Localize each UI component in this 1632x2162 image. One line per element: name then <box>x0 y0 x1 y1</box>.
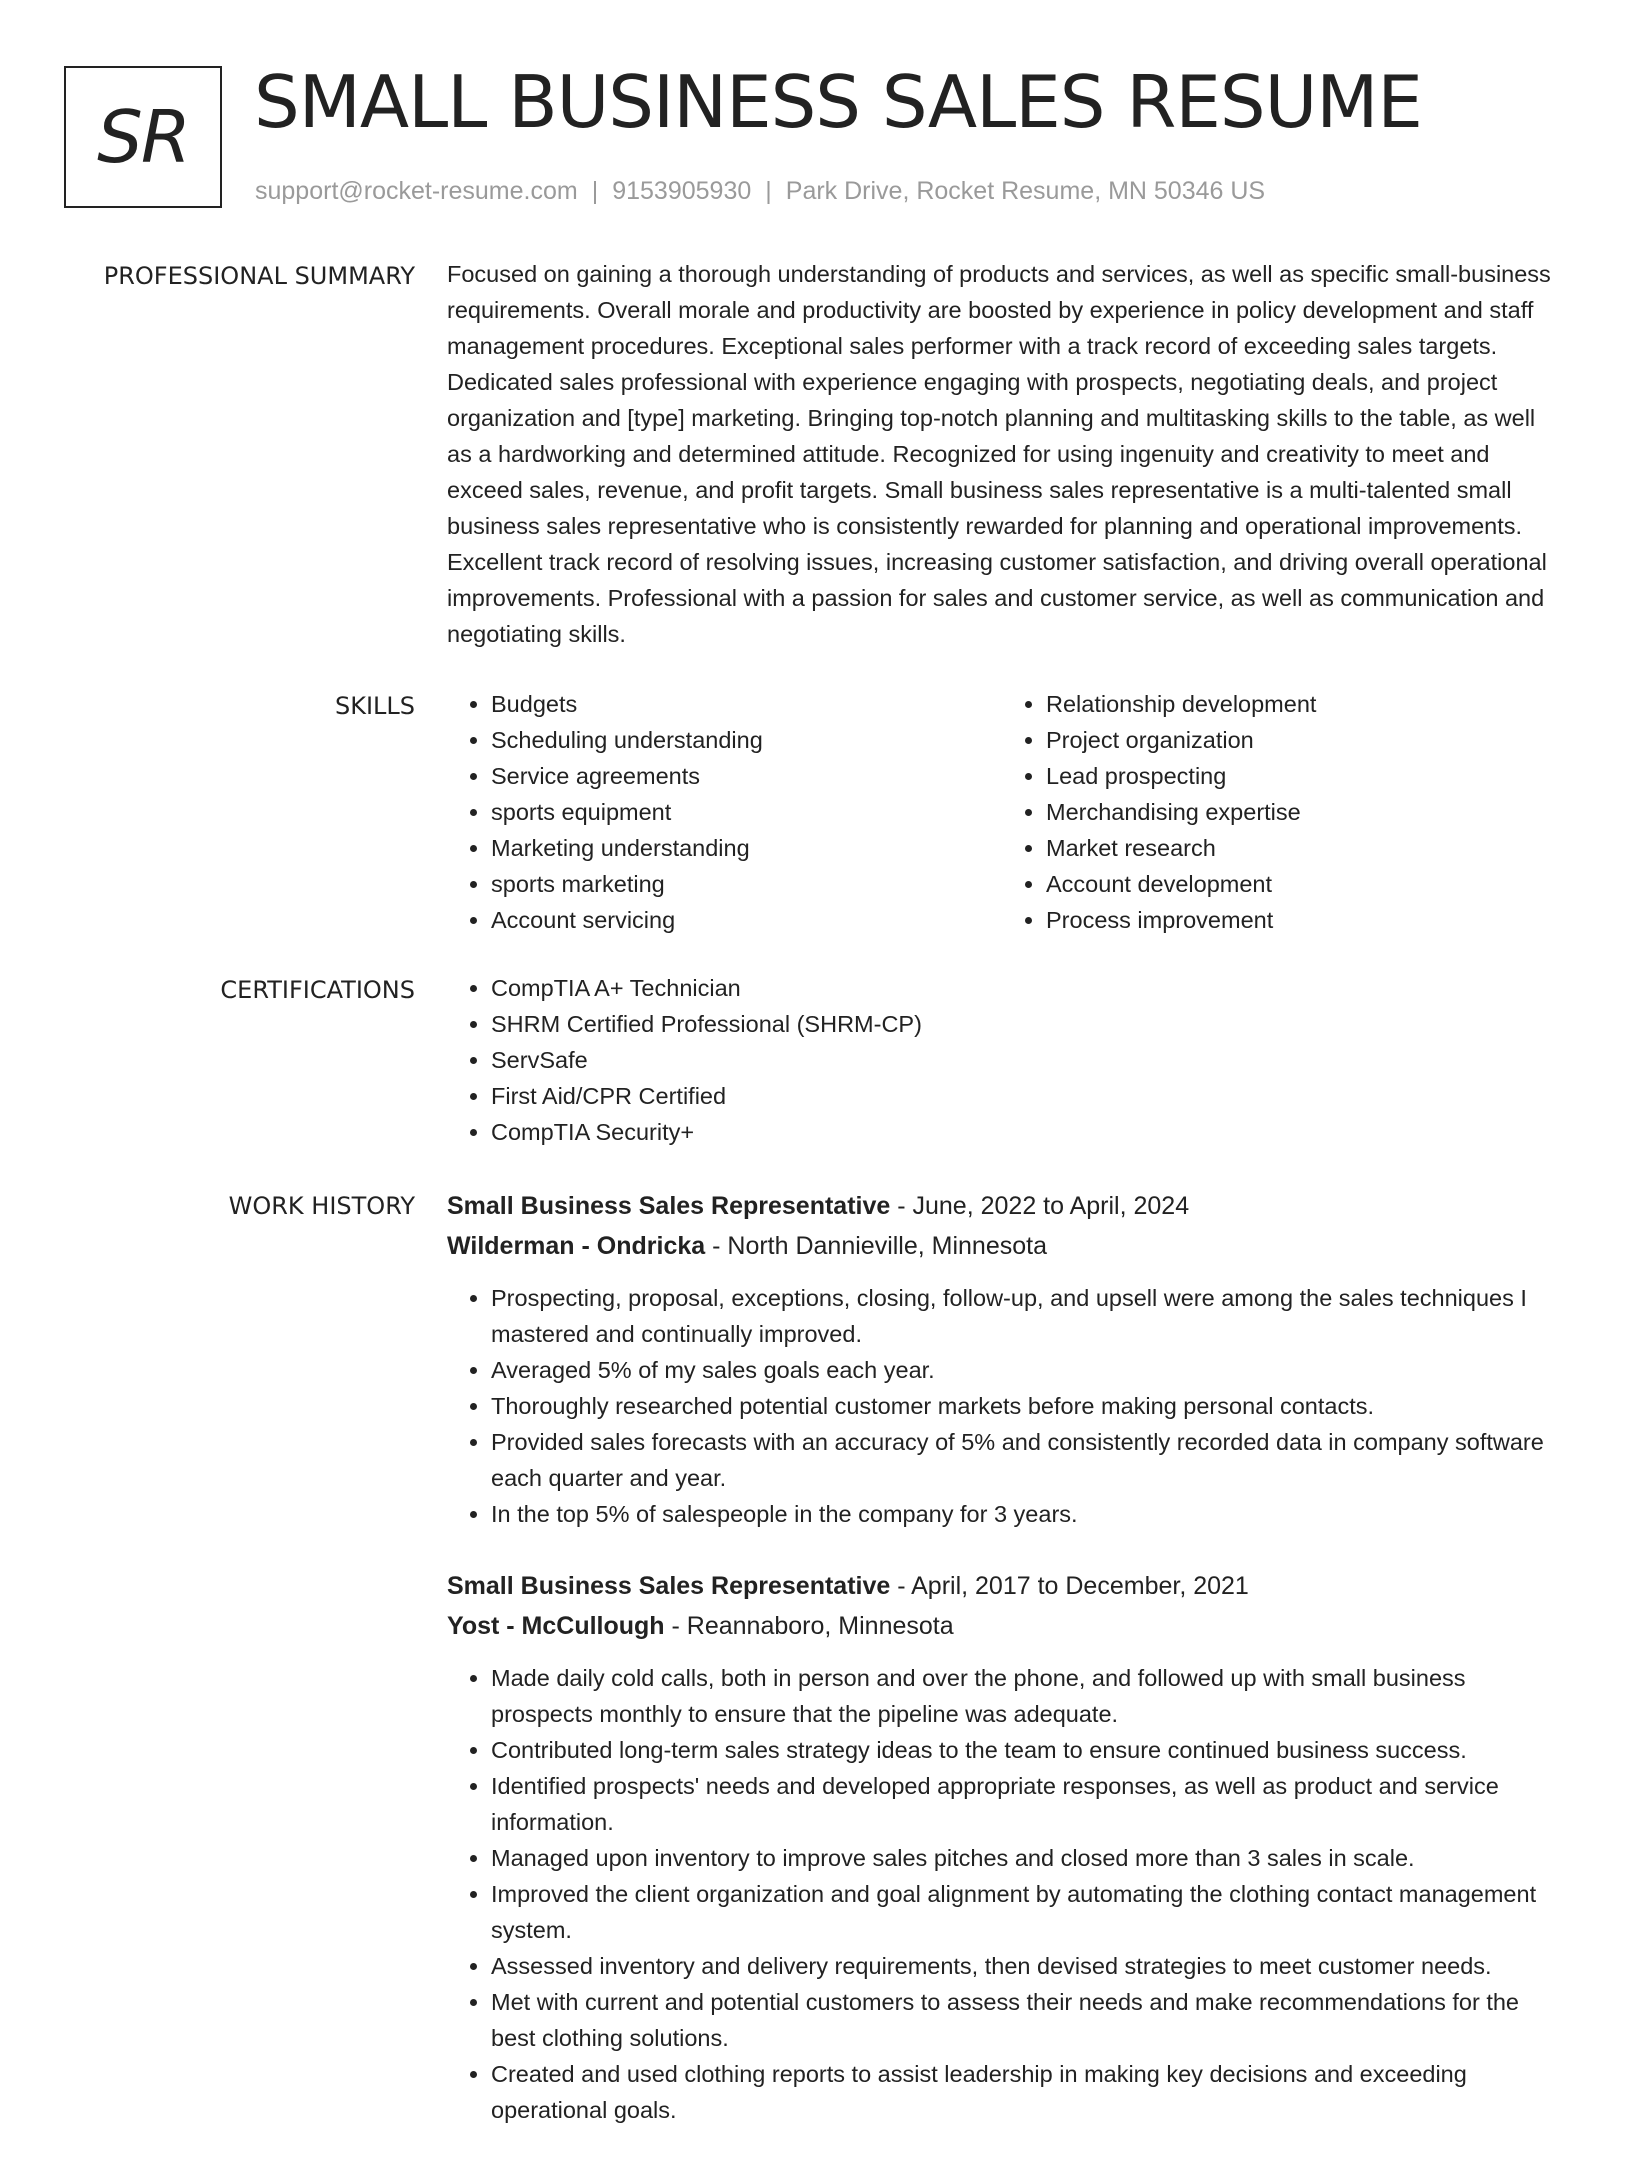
skills-list-right <box>1002 686 1557 938</box>
certification-item: • First Aid/CPR Certified <box>491 1078 1557 1114</box>
section-label-skills: SKILLS <box>334 692 415 720</box>
job-title-line <box>447 1566 1557 1606</box>
skill-item: • sports marketing <box>491 866 1002 902</box>
skill-item: • Service agreements <box>491 758 1002 794</box>
job-dates: - April, 2017 to December, 2021 <box>890 1572 1249 1600</box>
skill-item: • Market research <box>1046 830 1557 866</box>
certification-item: • ServSafe <box>491 1042 1557 1078</box>
skill-item: • Relationship development <box>1046 686 1557 722</box>
section-label-certifications: CERTIFICATIONS <box>220 976 415 1004</box>
work-history-body <box>447 1186 1557 2162</box>
job-bullet: • Met with current and potential customers to assess their needs and make recommendations for the best clothing solutions. <box>491 1984 1557 2056</box>
skill-item: • Account servicing <box>491 902 1002 938</box>
contact-phone[interactable]: 9153905930 <box>612 177 752 205</box>
contact-line <box>255 174 1265 208</box>
job-dates: - June, 2022 to April, 2024 <box>890 1192 1190 1220</box>
skill-item: • Lead prospecting <box>1046 758 1557 794</box>
monogram-initials: SR <box>97 95 189 179</box>
job-bullets <box>447 1280 1557 1532</box>
skill-item: • Marketing understanding <box>491 830 1002 866</box>
contact-email[interactable]: support@rocket-resume.com <box>255 177 578 205</box>
job-title-line <box>447 1186 1557 1226</box>
contact-separator: | <box>765 177 772 205</box>
contact-address: Park Drive, Rocket Resume, MN 50346 US <box>785 177 1266 205</box>
job-bullet: • Contributed long-term sales strategy ideas to the team to ensure continued business success. <box>491 1732 1557 1768</box>
job-bullet: • Made daily cold calls, both in person and over the phone, and followed up with small business prospects monthly to ensure that the pipeline was adequate. <box>491 1660 1557 1732</box>
certifications-body <box>447 970 1557 1150</box>
section-label-summary: PROFESSIONAL SUMMARY <box>103 262 415 290</box>
job-bullet: • Provided sales forecasts with an accuracy of 5% and consistently recorded data in company software each quarter and year. <box>491 1424 1557 1496</box>
job-bullet: • Averaged 5% of my sales goals each year. <box>491 1352 1557 1388</box>
job-location: - Reannaboro, Minnesota <box>664 1612 954 1640</box>
skill-item: • Scheduling understanding <box>491 722 1002 758</box>
job-bullet: • Assessed inventory and delivery requirements, then devised strategies to meet customer needs. <box>491 1948 1557 1984</box>
skill-item: • sports equipment <box>491 794 1002 830</box>
job-bullet: • In the top 5% of salespeople in the company for 3 years. <box>491 1496 1557 1532</box>
skill-item: • Process improvement <box>1046 902 1557 938</box>
job-bullet: • Created and used clothing reports to assist leadership in making key decisions and exceeding operational goals. <box>491 2056 1557 2128</box>
summary-body <box>447 256 1557 652</box>
job-entry <box>447 1566 1557 2128</box>
summary-text: Focused on gaining a thorough understanding of products and services, as well as specific small-business requirements. Overall morale and productivity are boosted by experience in policy development and staff management procedures. Exceptional sales performer with a track record of exceeding sales targets. Dedicated sales professional with experience engaging with prospects, negotiating deals, and project organization and [type] marketing. Bringing top-notch planning and multitasking skills to the table, as well as a hardworking and determined attitude. Recognized for using ingenuity and creativity to meet and exceed sales, revenue, and profit targets. Small business sales representative is a multi-talented small business sales representative who is consistently rewarded for planning and operational improvements. Excellent track record of resolving issues, increasing customer satisfaction, and driving overall operational improvements. Professional with a passion for sales and customer service, as well as communication and negotiating skills. <box>447 261 1551 647</box>
certification-item: • CompTIA Security+ <box>491 1114 1557 1150</box>
contact-separator: | <box>591 177 599 205</box>
job-company: Wilderman - Ondricka <box>447 1232 706 1260</box>
skills-columns <box>447 686 1557 938</box>
job-bullet: • Improved the client organization and goal alignment by automating the clothing contact management system. <box>491 1876 1557 1948</box>
section-label-work-history: WORK HISTORY <box>228 1192 415 1220</box>
monogram-logo <box>64 66 222 208</box>
skill-item: • Merchandising expertise <box>1046 794 1557 830</box>
job-title: Small Business Sales Representative <box>447 1192 891 1220</box>
job-bullet: • Identified prospects' needs and developed appropriate responses, as well as product and service information. <box>491 1768 1557 1840</box>
job-bullet: • Thoroughly researched potential customer markets before making personal contacts. <box>491 1388 1557 1424</box>
certification-item: • CompTIA A+ Technician <box>491 970 1557 1006</box>
skill-item: • Project organization <box>1046 722 1557 758</box>
certification-item: • SHRM Certified Professional (SHRM-CP) <box>491 1006 1557 1042</box>
job-bullet: • Prospecting, proposal, exceptions, closing, follow-up, and upsell were among the sales techniques I mastered and continually improved. <box>491 1280 1557 1352</box>
job-title: Small Business Sales Representative <box>447 1572 891 1600</box>
skills-list-left <box>447 686 1002 938</box>
job-company-line <box>447 1226 1557 1266</box>
job-location: - North Dannieville, Minnesota <box>705 1232 1047 1260</box>
skill-item: • Account development <box>1046 866 1557 902</box>
job-bullet: • Managed upon inventory to improve sales pitches and closed more than 3 sales in scale. <box>491 1840 1557 1876</box>
job-entry <box>447 1186 1557 1532</box>
resume-title: SMALL BUSINESS SALES RESUME <box>254 60 1422 144</box>
skill-item: • Budgets <box>491 686 1002 722</box>
job-bullets <box>447 1660 1557 2128</box>
job-company-line <box>447 1606 1557 1646</box>
job-company: Yost - McCullough <box>447 1612 665 1640</box>
certifications-list <box>447 970 1557 1150</box>
